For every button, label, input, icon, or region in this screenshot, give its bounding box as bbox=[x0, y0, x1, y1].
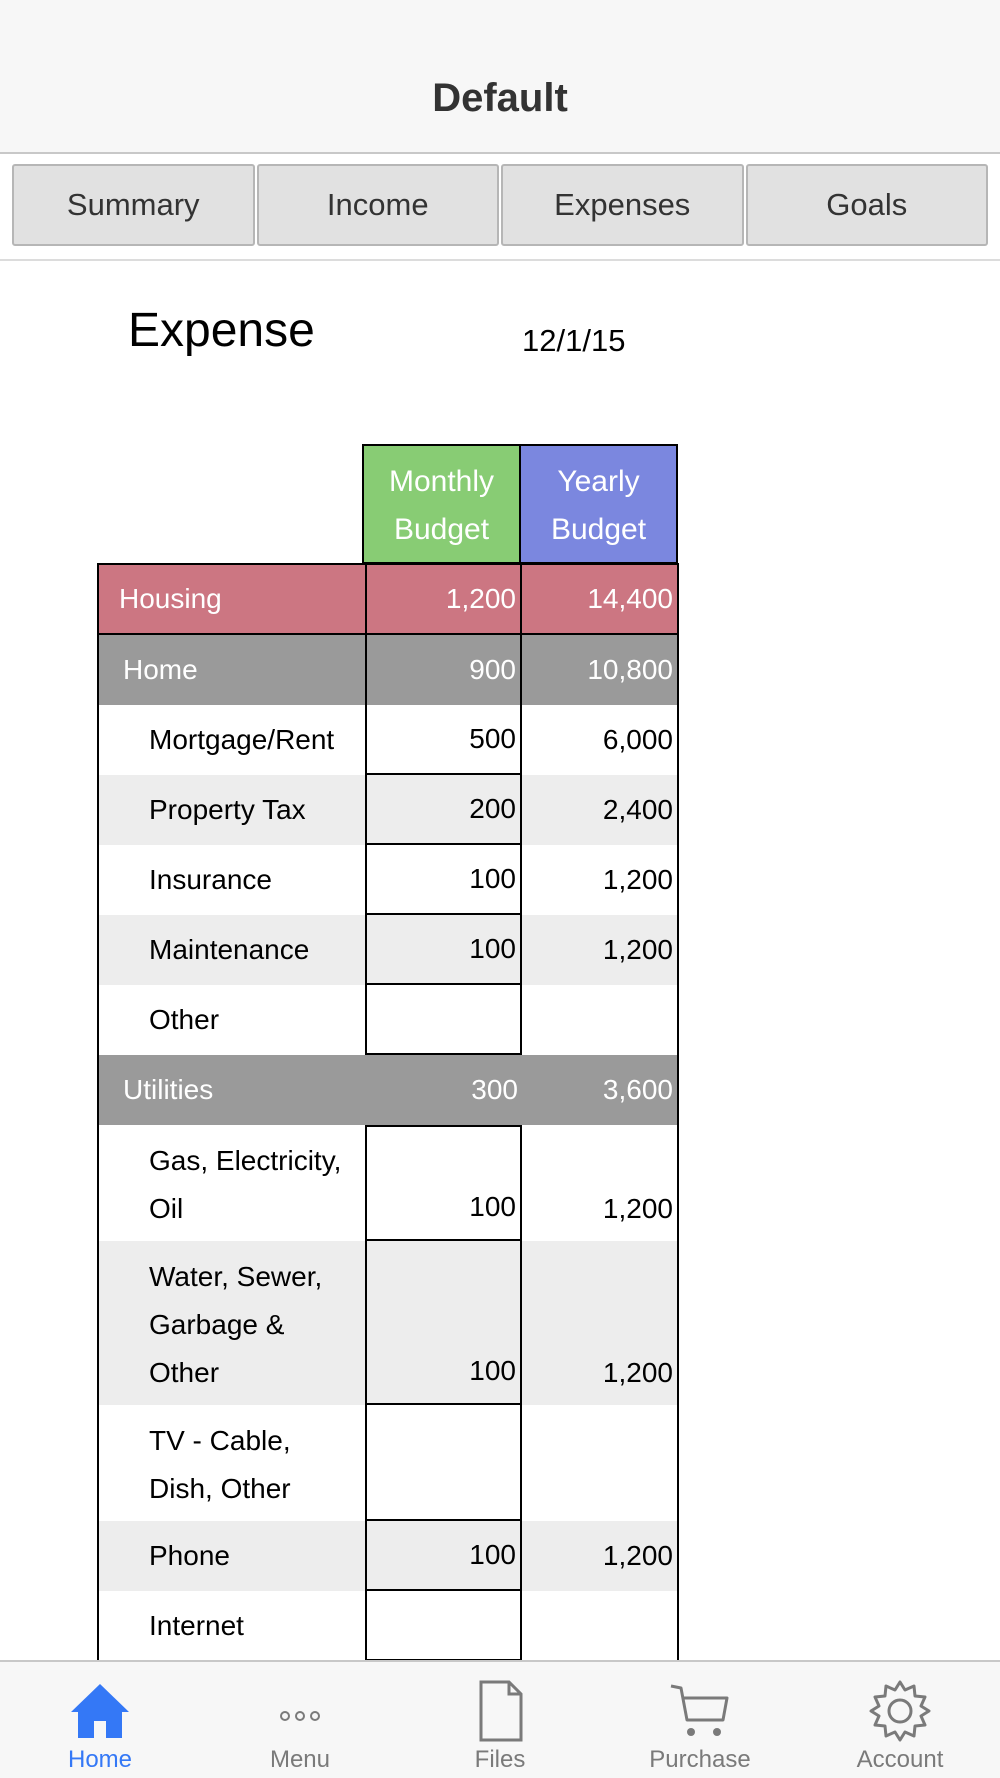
row-label-line: Oil bbox=[149, 1193, 184, 1224]
row-label: Other bbox=[149, 1004, 220, 1035]
row-label-line: Other bbox=[149, 1357, 220, 1388]
table-row bbox=[99, 1125, 677, 1241]
table-row bbox=[99, 915, 677, 985]
group-row-home bbox=[99, 635, 677, 705]
ellipsis-icon bbox=[265, 1676, 335, 1746]
yearly-header-line2: Budget bbox=[550, 513, 647, 546]
yearly-value: 6,000 bbox=[602, 724, 673, 755]
tabbar-label: Menu bbox=[269, 1746, 331, 1773]
monthly-input[interactable] bbox=[365, 1405, 522, 1521]
yearly-total: 3,600 bbox=[602, 1074, 673, 1105]
table-row bbox=[99, 775, 677, 845]
monthly-input[interactable]: 100 bbox=[365, 845, 522, 915]
monthly-header-line1: Monthly bbox=[388, 465, 495, 498]
yearly-value bbox=[522, 985, 677, 1055]
yearly-value: 1,200 bbox=[602, 1357, 673, 1388]
table-row bbox=[99, 1591, 677, 1661]
row-label: Property Tax bbox=[149, 794, 306, 825]
table-row bbox=[99, 985, 677, 1055]
yearly-value bbox=[522, 1405, 677, 1521]
tabbar-label: Files bbox=[474, 1746, 526, 1773]
row-label: Maintenance bbox=[149, 934, 310, 965]
table-row bbox=[99, 845, 677, 915]
yearly-value: 1,200 bbox=[602, 864, 673, 895]
sheet-title: Expense bbox=[128, 304, 315, 357]
monthly-input[interactable] bbox=[365, 985, 522, 1055]
tab-summary[interactable]: Summary bbox=[12, 164, 255, 246]
file-icon bbox=[465, 1676, 535, 1746]
row-label bbox=[99, 1405, 365, 1521]
row-label-line: Water, Sewer, bbox=[149, 1261, 323, 1292]
yearly-header-line1: Yearly bbox=[557, 465, 640, 498]
tabbar-files[interactable] bbox=[400, 1662, 600, 1778]
bottom-tab-bar bbox=[0, 1660, 1000, 1778]
tabbar-menu[interactable] bbox=[200, 1662, 400, 1778]
monthly-input[interactable]: 100 bbox=[365, 915, 522, 985]
monthly-input[interactable]: 100 bbox=[365, 1521, 522, 1591]
yearly-value: 1,200 bbox=[602, 1193, 673, 1224]
row-label: Internet bbox=[149, 1610, 244, 1641]
row-label: Home bbox=[123, 654, 198, 685]
row-label-line: Garbage & bbox=[149, 1309, 285, 1340]
group-row-utilities bbox=[99, 1055, 677, 1125]
monthly-header-line2: Budget bbox=[393, 513, 490, 546]
tabbar-account[interactable] bbox=[800, 1662, 1000, 1778]
tabbar-label: Account bbox=[856, 1746, 944, 1773]
tab-goals[interactable]: Goals bbox=[746, 164, 989, 246]
tabbar-home[interactable] bbox=[0, 1662, 200, 1778]
row-label-line: Gas, Electricity, bbox=[149, 1145, 342, 1176]
tabbar-purchase[interactable] bbox=[600, 1662, 800, 1778]
row-label bbox=[99, 1241, 365, 1405]
table-row bbox=[99, 1521, 677, 1591]
yearly-total: 10,800 bbox=[587, 654, 673, 685]
tabbar-label: Purchase bbox=[649, 1746, 751, 1773]
monthly-input[interactable]: 100 bbox=[365, 1125, 522, 1241]
expense-table bbox=[97, 563, 679, 1661]
monthly-input[interactable]: 200 bbox=[365, 775, 522, 845]
yearly-budget-header bbox=[519, 444, 678, 564]
monthly-input[interactable]: 100 bbox=[365, 1241, 522, 1405]
monthly-total: 900 bbox=[365, 635, 522, 705]
sheet-date[interactable]: 12/1/15 bbox=[522, 323, 626, 358]
row-label-line: Dish, Other bbox=[149, 1473, 291, 1504]
cart-icon bbox=[665, 1676, 735, 1746]
divider bbox=[0, 259, 1000, 261]
tab-income[interactable]: Income bbox=[257, 164, 500, 246]
table-row bbox=[99, 705, 677, 775]
yearly-value bbox=[522, 1591, 677, 1661]
table-row bbox=[99, 1405, 677, 1521]
tab-expenses[interactable]: Expenses bbox=[501, 164, 744, 246]
row-label-line: TV - Cable, bbox=[149, 1425, 291, 1456]
category-row-housing bbox=[99, 565, 677, 635]
row-label: Mortgage/Rent bbox=[149, 724, 335, 755]
gear-icon bbox=[865, 1676, 935, 1746]
monthly-budget-header bbox=[362, 444, 521, 564]
page-title: Default bbox=[432, 76, 568, 120]
monthly-input[interactable] bbox=[365, 1591, 522, 1661]
yearly-value: 2,400 bbox=[602, 794, 673, 825]
navigation-bar bbox=[0, 0, 1000, 154]
table-row bbox=[99, 1241, 677, 1405]
row-label: Utilities bbox=[123, 1074, 214, 1105]
home-icon bbox=[65, 1676, 135, 1746]
row-label bbox=[99, 1125, 365, 1241]
row-label: Housing bbox=[119, 583, 222, 614]
section-tabs bbox=[12, 164, 988, 246]
yearly-value: 1,200 bbox=[602, 1540, 673, 1571]
monthly-total: 300 bbox=[471, 1074, 518, 1105]
monthly-total: 1,200 bbox=[365, 565, 522, 633]
row-label: Phone bbox=[149, 1540, 230, 1571]
yearly-value: 1,200 bbox=[602, 934, 673, 965]
yearly-total: 14,400 bbox=[587, 583, 673, 614]
tabbar-label: Home bbox=[67, 1746, 133, 1773]
monthly-input[interactable]: 500 bbox=[365, 705, 522, 775]
row-label: Insurance bbox=[149, 864, 272, 895]
